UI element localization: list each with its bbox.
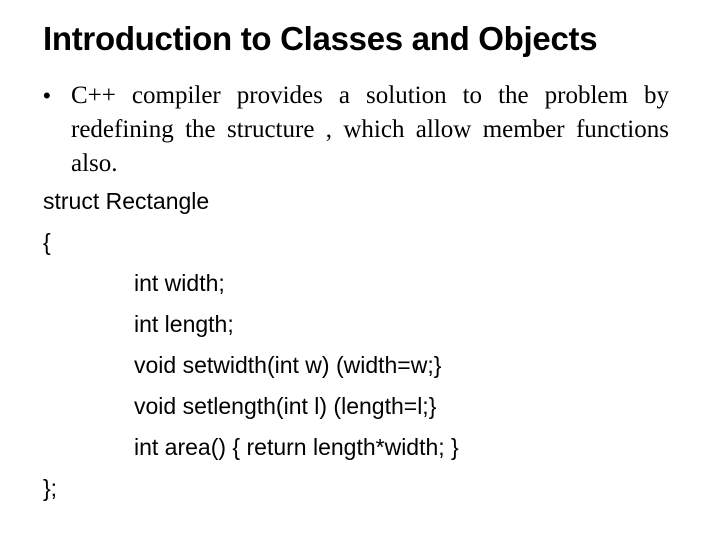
code-line-area-method: int area() { return length*width; } [134,434,459,460]
bullet-marker: • [43,83,51,108]
code-line-struct-declaration: struct Rectangle [43,188,210,214]
bullet-item [43,79,669,181]
code-line-open-brace: { [43,229,51,255]
code-line-close-brace: }; [43,475,58,501]
bullet-text: C++ compiler provides a solution to the problem by redefining the structure , which allow member functions also. [71,82,669,177]
code-line-length-member: int length; [134,311,234,337]
code-line-setwidth-method: void setwidth(int w) (width=w;} [134,352,442,378]
slide-title: Introduction to Classes and Objects [43,20,598,57]
code-line-setlength-method: void setlength(int l) (length=l;} [134,393,437,419]
code-line-width-member: int width; [134,270,225,296]
